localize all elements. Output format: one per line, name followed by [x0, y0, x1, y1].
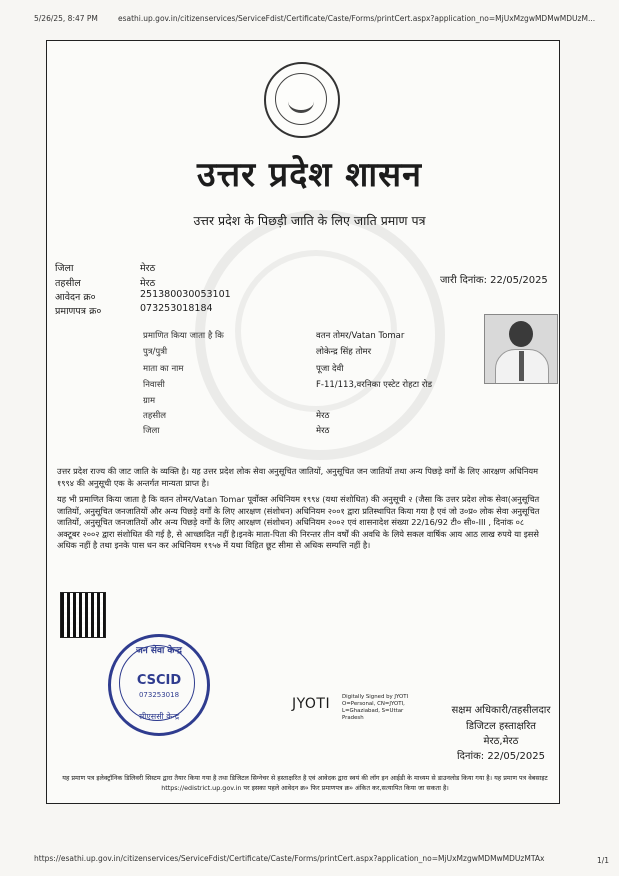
- detail-value-mother: पूजा देवी: [316, 364, 344, 374]
- officer-date: [446, 748, 556, 762]
- detail-label-mother: माता का नाम: [143, 364, 184, 374]
- digital-signature-meta: Digitally Signed by JYOTI O=Personal, CN=JYOTI, L=Ghaziabad, S=Uttar Pradesh: [342, 694, 409, 721]
- certificate-paragraph-2: यह भी प्रमाणित किया जाता है कि वतन तोमर/Vatan Tomar पूर्वोक्त अधिनियम १९९४ (यथा संशोधित) की अनुसूची २ (जैसा कि उत्तर प्रदेश लोक सेवा(अनुसूचित जातियों, अनुसूचित जनजातियों और अन्य पिछड़े वर्गों के लिए आरक्षण (संशोधन) अधिनियम २००१ द्वारा प्रतिस्थापित किया गया है एवं जो उ०प्र० लोक सेवा अनुसूचित जातियों, अनुसूचित जनजातियों और अन्य पिछड़े वर्गों के लिए आरक्षण (संशोधन) अधिनियम २००२ एवं शासनादेश संख्या 22/16/92 टी० सी०-III , दिनांक ०८ अक्टूबर २००२ द्वारा संशोधित की गई है, से आच्छादित नहीं है।इनके माता-पिता की निरन्तर तीन वर्षों की अवधि के लिये सकल वार्षिक आय आठ लाख रुपये या इससे अधिक नहीं है तथा इनके पास धन कर अधिनियम १९५७ में यथा विहित छूट सीमा से अधिक सम्पत्ति नहीं है।: [57, 494, 540, 551]
- detail-label-tehsil: तहसील: [143, 411, 167, 421]
- up-emblem-icon: [264, 62, 340, 138]
- tehsil-label: तहसील: [55, 278, 81, 289]
- detail-value-address: F-11/113,वरनिका एस्टेट रोहटा रोड: [316, 380, 432, 390]
- detail-label-parent: पुत्र/पुत्री: [143, 347, 168, 357]
- verification-note: यह प्रमाण पत्र इलेक्ट्रॉनिक डिलिवरी सिस्टम द्वारा तैयार किया गया है तथा डिजिटल सिग्नेचर से हस्ताक्षरित है एवं आवेदक द्वारा स्वयं की लॉग इन आईडी के माध्यम से डाउनलोड किया गया है। यह प्रमाण पत्र वेबसाइट https://edistrict.up.gov.in पर इसका पहले आवेदन क्र० फिर प्रमाणपत्र क्र० अंकित कर,सत्यापित किया जा सकता है।: [62, 774, 548, 792]
- certificate-no-value: 073253018184: [140, 303, 213, 314]
- detail-value-name: वतन तोमर/Vatan Tomar: [316, 331, 405, 341]
- certificate-no-label: प्रमाणपत्र क्र०: [55, 306, 102, 317]
- detail-value-tehsil: मेरठ: [316, 411, 330, 421]
- certificate-subtitle: उत्तर प्रदेश के पिछड़ी जाति के लिए जाति प्रमाण पत्र: [193, 213, 426, 228]
- detail-value-father: लोकेन्द्र सिंह तोमर: [316, 347, 372, 357]
- officer-digital-sign: डिजिटल हस्ताक्षरित: [466, 721, 536, 732]
- officer-date-value: 22/05/2025: [487, 751, 545, 762]
- print-url-top: esathi.up.gov.in/citizenservices/ServiceFdist/Certificate/Caste/Forms/printCert.aspx?application_no=MjUxMzgwMDMwMDUzM...: [118, 14, 596, 23]
- issue-date-value: 22/05/2025: [490, 275, 548, 286]
- issue-date-label: जारी दिनांक:: [440, 275, 487, 286]
- detail-label-resident: निवासी: [143, 380, 165, 390]
- signature-brand: JYOTI: [292, 696, 331, 712]
- certificate-paragraph-1: उत्तर प्रदेश राज्य की जाट जाति के व्यक्ति है। यह उत्तर प्रदेश लोक सेवा अनुसूचित जातियों, अनुसूचित जन जातियों तथा अन्य पिछड़े वर्गों के लिए आरक्षण अधिनियम १९९४ की अनुसूची एक के अन्तर्गत मान्यता प्राप्त है।: [57, 466, 539, 488]
- district-value: मेरठ: [140, 263, 156, 274]
- csc-seal-stamp: जन सेवा केन्द्र CSCID 073253018 सीएससी केन्द्र: [108, 634, 210, 736]
- officer-place: मेरठ,मेरठ: [483, 736, 519, 747]
- detail-label-certified: प्रमाणित किया जाता है कि: [143, 331, 224, 341]
- issue-date: [440, 272, 548, 286]
- page-title: उत्तर प्रदेश शासन: [196, 155, 422, 195]
- tehsil-value: मेरठ: [140, 278, 156, 289]
- page-number: 1/1: [597, 856, 610, 865]
- detail-label-village: ग्राम: [143, 396, 156, 406]
- detail-value-district: मेरठ: [316, 426, 330, 436]
- print-datetime: 5/26/25, 8:47 PM: [34, 14, 98, 23]
- district-label: जिला: [55, 263, 74, 274]
- detail-label-district: जिला: [143, 426, 160, 436]
- application-no-value: 251380030053101: [140, 289, 231, 300]
- print-url-bottom: https://esathi.up.gov.in/citizenservices/ServiceFdist/Certificate/Caste/Forms/printCert.aspx?application_no=MjUxMzgwMDMwMDUzMTAx: [34, 854, 545, 863]
- officer-date-label: दिनांक:: [457, 751, 485, 762]
- application-no-label: आवेदन क्र०: [55, 292, 96, 303]
- qr-code: [60, 592, 106, 638]
- applicant-photo: [484, 314, 558, 384]
- officer-title: सक्षम अधिकारी/तहसीलदार: [451, 705, 551, 716]
